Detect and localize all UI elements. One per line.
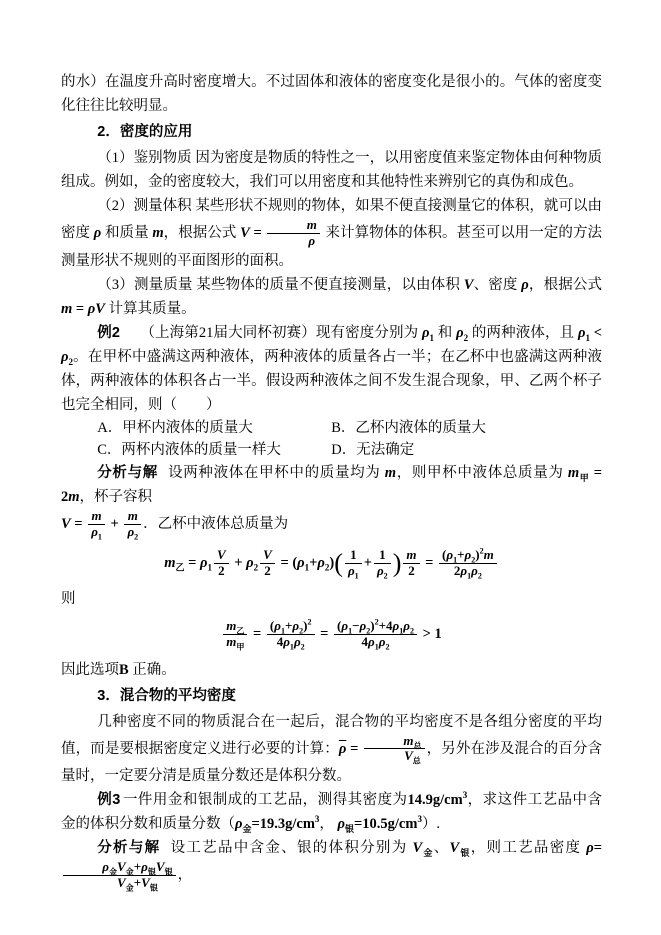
fraction: $\frac{m}{2}$ (403, 548, 419, 579)
fraction: $\frac{V}{2}$ (260, 548, 275, 579)
fraction: $\frac{1}{\rho_2}$ (374, 548, 391, 579)
example3-text: 一件用金和银制成的工艺品，测得其密度为$14.9g/cm^3$，求这件工艺品中含金的体积分数和质量分数（$\rho_金=19.3g/cm^3$， $\rho_银=10.5g/cm^3$）. (61, 790, 603, 835)
paragraph-identify-substance: （1）鉴别物质 因为密度是物质的特性之一，以用密度值来鉴定物体由何种物质组成。例如，金的密度较大，我们可以用密度和其他特性来辨别它的真伪和成色。 (61, 150, 602, 190)
analysis2-label: 分析与解 (97, 464, 158, 481)
capacity-formula-line: V = $\frac{m}{\rho_1}$ + $\frac{m}{\rho_2}$ ．乙杯中液体总质量为 (61, 507, 289, 542)
fraction: $\frac{(\rho_1+\rho_2)^2m}{2\rho_1\rho_2}$ (439, 548, 497, 579)
document-content (61, 70, 602, 891)
analysis3-label: 分析与解 (97, 840, 161, 857)
paragraph-density-temperature: 的水）在温度升高时密度增大。不过固体和液体的密度变化是很小的。气体的密度变化往往比较明显。 (61, 74, 602, 114)
fraction: $\frac{m_乙}{m_甲}$ (223, 619, 247, 650)
formula-total-mass-cup-b: $m_乙 = \rho_1$ $\frac{V}{2}$ + $\rho_2$ $\frac{V}{2}$ = $(\rho_1+\rho_2)$( $\frac{1}{\rho_1}$ + $\frac{1}{\rho_2}$ ) $\frac{m}{2}$ = $\frac{(\rho_1+\rho_2)^2m}{2\rho_1\rho_2}$ (61, 548, 602, 579)
fraction: $\frac{m}{\rho}$ (267, 218, 319, 249)
formula-mass-ratio: $\frac{m_乙}{m_甲}$ = $\frac{(\rho_1+\rho_2)^2}{4\rho_1\rho_2}$ = $\frac{(\rho_1-\rho_2)^2+4\rho_1\rho_2}{4\rho_1\rho_2}$ > 1 (61, 619, 602, 650)
fraction: $\frac{m}{\rho_1}$ (88, 509, 105, 540)
fraction: $\frac{m_总}{V_总}$ (364, 734, 424, 765)
analysis2-paragraph (61, 461, 602, 509)
example3-paragraph (61, 788, 602, 836)
paragraph-measure-volume: （2）测量体积 某些形状不规则的物体，如果不便直接测量它的体积，就可以由密度 ρ 和质量 m，根据公式 V = $\frac{m}{\rho}$ 来计算物体的体积。甚至可以用一定的方法测量形状不规则的平面图形的面积。 (61, 198, 603, 269)
conclusion-paragraph: 因此选项B 正确。 (61, 661, 176, 678)
analysis3-paragraph (61, 836, 602, 891)
choice-b: B．乙杯内液体的质量大 (331, 419, 486, 436)
choice-d: D．无法确定 (331, 441, 415, 458)
then-text: 则 (61, 590, 76, 607)
fraction: $\frac{1}{\rho_1}$ (345, 548, 362, 579)
choices-row-2 (97, 439, 602, 461)
fraction: $\frac{V}{2}$ (214, 548, 229, 579)
choice-c: C．两杯内液体的质量一样大 (97, 441, 281, 458)
paragraph-average-density: 几种密度不同的物质混合在一起后，混合物的平均密度不是各组分密度的平均值，而是要根据密度定义进行必要的计算：$\overline{\rho}$ = $\frac{m_总}{V_总}$ ，另外在涉及混合的百分含量时，一定要分清是质量分数还是体积分数。 (61, 713, 603, 785)
example2-paragraph (61, 321, 602, 417)
fraction: $\frac{(\rho_1+\rho_2)^2}{4\rho_1\rho_2}$ (267, 619, 315, 650)
fraction: $\frac{\rho_金V_金+\rho_银V_银}{V_金+V_银}$ (63, 860, 176, 891)
paragraph-measure-mass: （3）测量质量 某些物体的质量不便直接测量，以由体积 V、密度 ρ，根据公式 m = ρV 计算其质量。 (61, 276, 603, 317)
fraction: $\frac{(\rho_1-\rho_2)^2+4\rho_1\rho_2}{4\rho_1\rho_2}$ (334, 619, 417, 650)
example2-label: 例2 (97, 324, 120, 341)
heading-mixture-average-density: 3．混合物的平均密度 (97, 687, 236, 704)
choice-a: A．甲杯内液体的质量大 (97, 419, 253, 436)
example2-text: （上海第21届大同杯初赛）现有密度分别为 $\rho_1$ 和 $\rho_2$ 的两种液体，且 $\rho_1 < \rho_2$。在甲杯中盛满这两种液体，两种液体的质量各占一半；在乙杯中也盛满这两种液体，两种液体的体积各占一半。假设两种液体之间不发生混合现象，甲、乙两个杯子也完全相同，则（ ） (61, 324, 603, 413)
heading-density-applications: 2．密度的应用 (97, 124, 193, 140)
fraction: $\frac{m}{\rho_2}$ (124, 509, 141, 540)
analysis2-text: 设两种液体在甲杯中的质量均为 m，则甲杯中液体总质量为 $m_甲 = 2m$，杯子容积 (61, 464, 603, 505)
example3-label: 例3 (97, 792, 121, 809)
example2-choices (61, 417, 602, 461)
choices-row-1 (97, 417, 602, 439)
analysis3-text: 设工艺品中含金、银的体积分别为 $V_金$、$V_银$，则工艺品密度 ρ= $\frac{\rho_金V_金+\rho_银V_银}{V_金+V_银}$ ， (61, 840, 602, 883)
